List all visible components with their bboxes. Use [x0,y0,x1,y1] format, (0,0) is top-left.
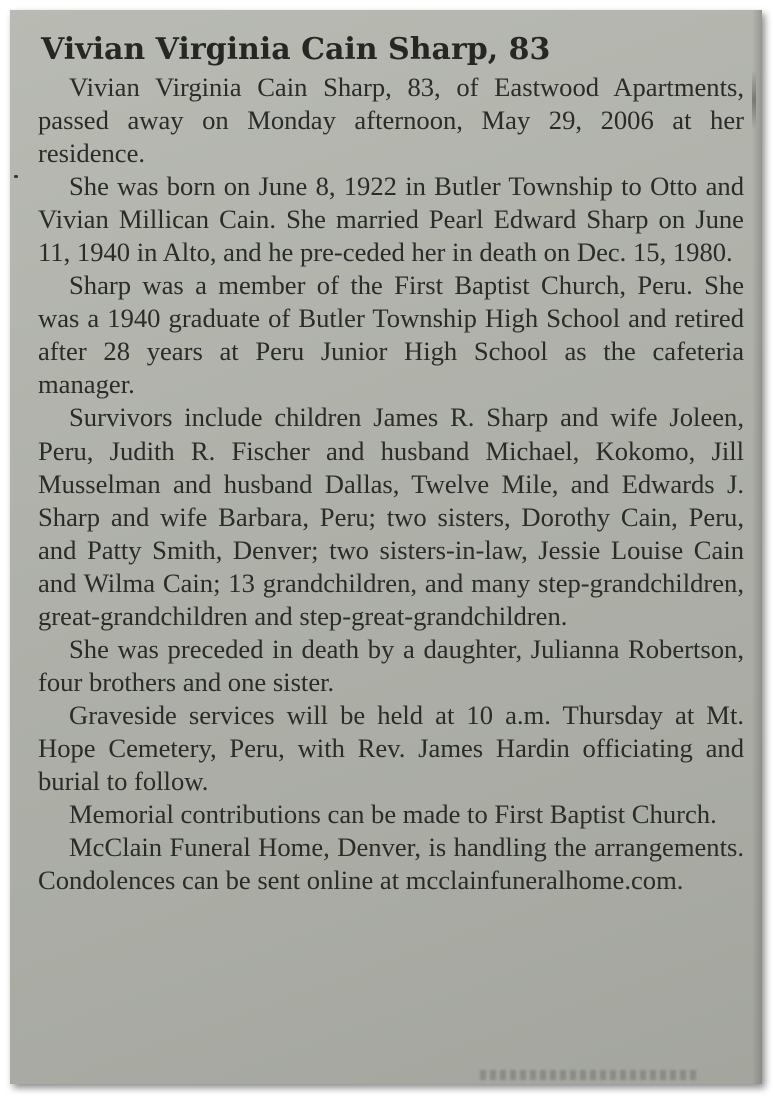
photo-frame [10,10,762,1084]
paragraph-arrangements: McClain Funeral Home, Denver, is handling the arrangements. Condolences can be sent online at mcclainfuneralhome.com. [38,832,744,896]
obituary-body [38,71,744,897]
paragraph-preceded-in-death: She was preceded in death by a daughter, Julianna Robertson, four brothers and one sister. [38,633,744,697]
paragraph-birth-marriage: She was born on June 8, 1922 in Butler Township to Otto and Vivian Millican Cain. She married Pearl Edward Sharp on June 11, 1940 in Alto, and he pre-ceded her in death on Dec. 15, 1980. [38,171,744,268]
paragraph-church-career: Sharp was a member of the First Baptist Church, Peru. She was a 1940 graduate of Butler Township High School and retired after 28 years at Peru Junior High School as the cafeteria manager. [38,270,744,400]
paragraph-services: Graveside services will be held at 10 a.m. Thursday at Mt. Hope Cemetery, Peru, with Rev. James Hardin officiating and burial to follow. [38,699,744,796]
paragraph-survivors: Survivors include children James R. Sharp and wife Joleen, Peru, Judith R. Fischer and husband Michael, Kokomo, Jill Musselman and husband Dallas, Twelve Mile, and Edwards J. Sharp and wife Barbara, Peru; two sisters, Dorothy Cain, Peru, and Patty Smith, Denver; two sisters-in-law, Jessie Louise Cain and Wilma Cain; 13 grandchildren, and many step-grandchildren, great-grandchildren and step-great-grandchildren. [38,402,744,631]
newspaper-clipping [10,10,762,1084]
obituary-headline: Vivian Virginia Cain Sharp, 83 [41,32,551,67]
paragraph-memorial: Memorial contributions can be made to First Baptist Church. [69,799,717,830]
paragraph-intro: Vivian Virginia Cain Sharp, 83, of Eastwood Apartments, passed away on Monday afternoon, May 29, 2006 at her residence. [38,72,744,169]
ink-speck [14,175,18,178]
paper-edge-shadow [752,70,756,130]
bleed-through-text [480,1070,700,1080]
